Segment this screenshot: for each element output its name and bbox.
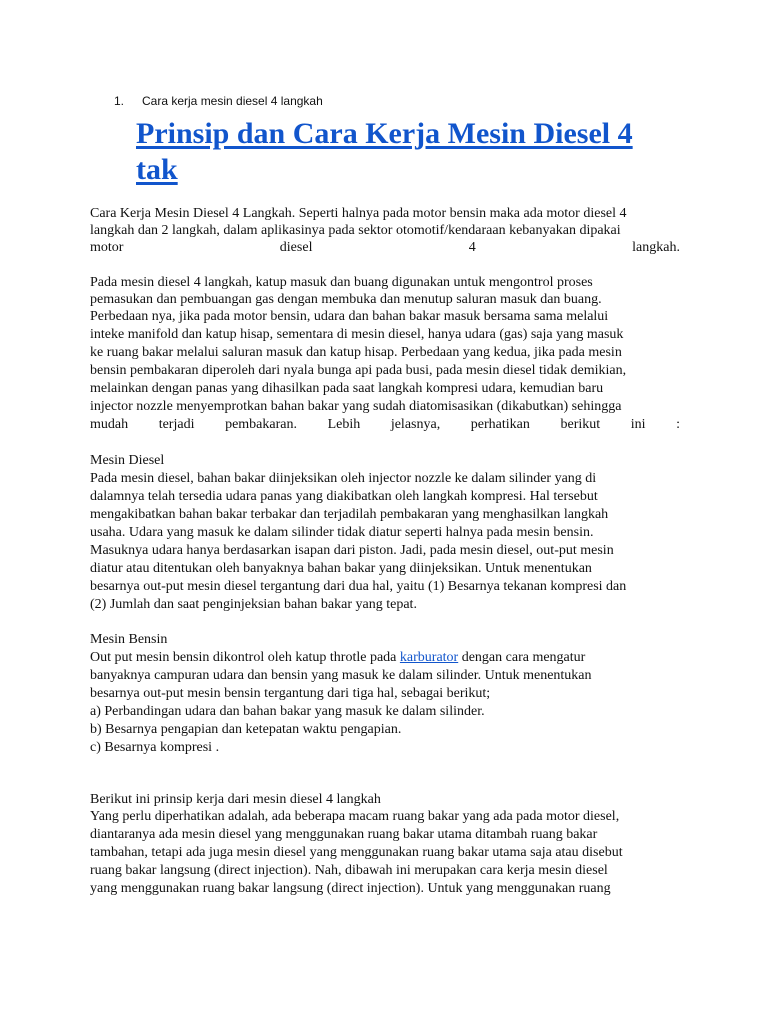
p2-line-4: inteke manifold dan katup hisap, sementara di mesin diesel, hanya udara (gas) saja yang masuk <box>90 327 624 342</box>
word: perhatikan <box>470 417 530 432</box>
bensin-line-1 <box>90 649 680 666</box>
word: berikut <box>560 417 601 432</box>
bensin-line-4: a) Perbandingan udara dan bahan bakar yang masuk ke dalam silinder. <box>90 704 485 719</box>
prinsip-line-2: diantaranya ada mesin diesel yang menggunakan ruang bakar utama ditambah ruang bakar <box>90 827 598 842</box>
bensin-line-6: c) Besarnya kompresi . <box>90 740 220 755</box>
p2-line-5: ke ruang bakar melalui saluran masuk dan katup hisap. Perbedaan yang kedua, jika pada mesin <box>90 345 622 360</box>
word: terjadi <box>158 417 195 432</box>
numbered-list-item <box>114 93 323 109</box>
text-span: dengan cara mengatur <box>458 650 586 665</box>
p1-line-1: Cara Kerja Mesin Diesel 4 Langkah. Seperti halnya pada motor bensin maka ada motor diesel 4 <box>90 206 627 221</box>
word: : <box>676 417 680 432</box>
p2-line-3: Perbedaan nya, jika pada motor bensin, udara dan bahan bakar masuk bersama sama melalui <box>90 309 609 324</box>
section-heading-diesel: Mesin Diesel <box>90 453 165 468</box>
word: diesel <box>279 240 313 255</box>
diesel-line-2: dalamnya telah tersedia udara panas yang diakibatkan oleh langkah kompresi. Hal tersebut <box>90 489 598 504</box>
word: Lebih <box>327 417 361 432</box>
list-number: 1. <box>114 94 125 108</box>
word: mudah <box>90 417 129 432</box>
section-heading-bensin: Mesin Bensin <box>90 632 168 647</box>
section-heading-prinsip: Berikut ini prinsip kerja dari mesin diesel 4 langkah <box>90 792 381 807</box>
prinsip-line-5: yang menggunakan ruang bakar langsung (direct injection). Untuk yang menggunakan ruang <box>90 881 611 896</box>
list-item-text: Cara kerja mesin diesel 4 langkah <box>142 94 323 108</box>
diesel-line-5: Masuknya udara hanya berdasarkan isapan dari piston. Jadi, pada mesin diesel, out-put mesin <box>90 543 614 558</box>
bensin-line-3: besarnya out-put mesin bensin tergantung dari tiga hal, sebagai berikut; <box>90 686 491 701</box>
diesel-line-4: usaha. Udara yang masuk ke dalam silinder tidak diatur seperti halnya pada mesin bensin. <box>90 525 594 540</box>
diesel-line-8: (2) Jumlah dan saat penginjeksian bahan bakar yang tepat. <box>90 597 417 612</box>
bensin-line-2: banyaknya campuran udara dan bensin yang masuk ke dalam silinder. Untuk menentukan <box>90 668 592 683</box>
prinsip-line-3: tambahan, tetapi ada juga mesin diesel yang menggunakan ruang bakar utama saja atau disebut <box>90 845 623 860</box>
prinsip-line-4: ruang bakar langsung (direct injection). Nah, dibawah ini merupakan cara kerja mesin diesel <box>90 863 608 878</box>
p2-line-2: pemasukan dan pembuangan gas dengan membuka dan menutup saluran masuk dan buang. <box>90 292 602 307</box>
text-span: Out put mesin bensin dikontrol oleh katup throtle pada <box>90 650 400 665</box>
p2-line-8: injector nozzle menyemprotkan bahan bakar yang sudah diatomisasikan (dikabutkan) sehingga <box>90 399 622 414</box>
word: ini <box>630 417 646 432</box>
diesel-line-6: diatur atau ditentukan oleh banyaknya bahan bakar yang diinjeksikan. Untuk menentukan <box>90 561 592 576</box>
bensin-line-5: b) Besarnya pengapian dan ketepatan waktu pengapian. <box>90 722 402 737</box>
p2-line-6: bensin pembakaran diperoleh dari nyala bunga api pada busi, pada mesin diesel tidak demikian, <box>90 363 627 378</box>
word: langkah. <box>632 240 680 255</box>
karburator-link[interactable]: karburator <box>399 650 459 665</box>
prinsip-line-1: Yang perlu diperhatikan adalah, ada beberapa macam ruang bakar yang ada pada motor diesel, <box>90 809 620 824</box>
word: pembakaran. <box>225 417 297 432</box>
p2-line-1: Pada mesin diesel 4 langkah, katup masuk dan buang digunakan untuk mengontrol proses <box>90 275 593 290</box>
article-title-link[interactable]: Prinsip dan Cara Kerja Mesin Diesel 4 tak <box>136 117 633 186</box>
word: jelasnya, <box>390 417 441 432</box>
p1-line-3 <box>90 239 680 256</box>
diesel-line-3: mengakibatkan bahan bakar terbakar dan terjadilah pembakaran yang menghasilkan langkah <box>90 507 609 522</box>
diesel-line-1: Pada mesin diesel, bahan bakar diinjeksikan oleh injector nozzle ke dalam silinder yang di <box>90 471 597 486</box>
p1-line-2: langkah dan 2 langkah, dalam aplikasinya pada sektor otomotif/kendaraan kebanyakan dipakai <box>90 223 621 238</box>
p2-line-9 <box>90 416 680 433</box>
diesel-line-7: besarnya out-put mesin diesel tergantung dari dua hal, yaitu (1) Besarnya tekanan kompresi dan <box>90 579 627 594</box>
word: 4 <box>468 240 476 255</box>
word: motor <box>90 240 124 255</box>
p2-line-7: melainkan dengan panas yang dihasilkan pada saat langkah kompresi udara, kemudian baru <box>90 381 604 396</box>
